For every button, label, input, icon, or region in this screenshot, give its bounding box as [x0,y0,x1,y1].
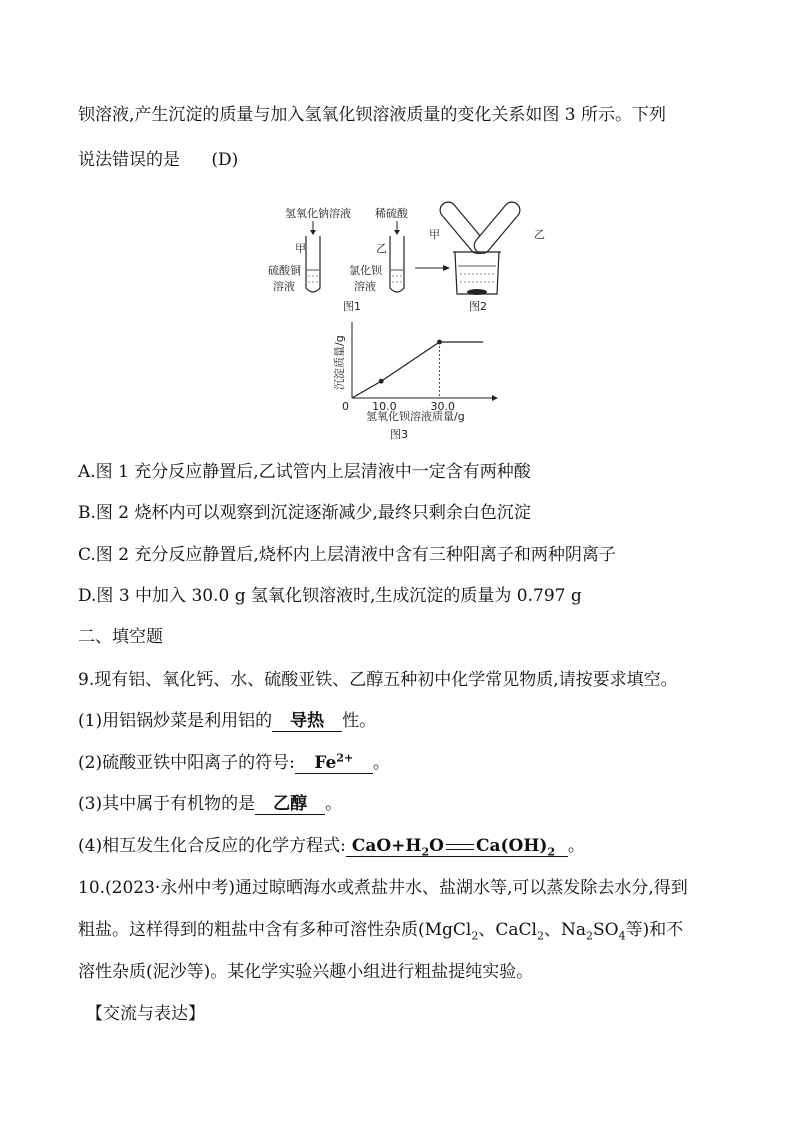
fig2-tube-left-label: 甲 [429,228,440,241]
fig1-tube-b-reagent: 稀硫酸 [375,207,408,220]
q9-part2 [78,751,390,775]
q8-line1: 钡溶液,产生沉淀的质量与加入氢氧化钡溶液质量的变化关系如图 3 所示。下列 [78,105,667,125]
q9-part3-post: 。 [325,794,343,814]
option-d: D.图 3 中加入 30.0 g 氢氧化钡溶液时,生成沉淀的质量为 0.797 g [78,586,582,606]
q10-line2-c: 、Na [543,920,586,940]
chart-y-label: 沉淀质量/g [333,335,346,390]
q9-part2-pre: (2)硫酸亚铁中阳离子的符号: [78,753,295,773]
q9-stem: 9.现有铝、氧化钙、水、硫酸亚铁、乙醇五种初中化学常见物质,请按要求填空。 [78,670,678,690]
q9-part1-post: 性。 [342,711,377,731]
q9-part2-blank [295,753,373,774]
q9-eq-double-line [446,844,474,850]
q8-line2 [78,148,238,172]
q10-line2 [78,918,683,942]
fig1-tube-a-solution-1: 硫酸铜 [268,264,301,277]
fig1-tube-b-solution-2: 溶液 [354,280,376,293]
q10-line2-b: 、CaCl [478,920,537,940]
fig1-tube-b-solution-1: 氯化钡 [349,264,382,277]
q9-part3-blank [255,794,325,815]
q9-part1-pre: (1)用铝锅炒菜是利用铝的 [78,711,273,731]
figure-3-chart [300,322,500,444]
q8-line2-text: 说法错误的是 [78,150,180,170]
q9-eq-left-b: O [429,836,444,856]
q10-sub-1: 2 [471,929,479,943]
q10-section-heading: 【交流与表达】 [86,1004,205,1024]
q10-line3: 溶性杂质(泥沙等)。某化学实验兴趣小组进行粗盐提纯实验。 [78,962,534,982]
q9-part2-answer: Fe [314,753,337,773]
chart-x-label: 氢氧化钡溶液质量/g [366,410,465,423]
fig3-caption: 图3 [390,428,408,441]
q9-part3-answer: 乙醇 [273,794,308,814]
q10-line2-a: 粗盐。这样得到的粗盐中含有多种可溶性杂质(MgCl [78,920,472,940]
fig1-caption: 图1 [343,300,361,313]
q10-sub-2: 2 [536,929,544,943]
q9-part1-answer: 导热 [290,711,325,731]
figure-1-2 [255,190,555,320]
fig1-tube-a-solution-2: 溶液 [273,280,295,293]
q9-eq-right-a: Ca(OH) [475,836,548,856]
q9-part1-blank [272,711,342,732]
fig2-caption: 图2 [469,300,487,313]
q10-line1: 10.(2023·永州中考)通过晾晒海水或煮盐井水、盐湖水等,可以蒸发除去水分,得到 [78,878,688,898]
q9-part2-post: 。 [372,753,390,773]
fig1-tube-a-reagent: 氢氧化钠溶液 [285,207,351,220]
q8-answer: (D) [211,150,239,170]
option-c: C.图 2 充分反应静置后,烧杯内上层清液中含有三种阳离子和两种阴离子 [78,545,616,565]
q9-part4 [78,834,585,858]
q9-part2-answer-sup: 2+ [336,751,354,765]
q9-part3-pre: (3)其中属于有机物的是 [78,794,256,814]
q9-eq-left-sub: 2 [421,845,430,859]
q9-eq-right-sub: 2 [547,845,556,859]
chart-x-tick-label: 0 [342,400,349,413]
q9-part4-post: 。 [567,836,585,856]
option-b: B.图 2 烧杯内可以观察到沉淀逐渐减少,最终只剩余白色沉淀 [78,503,531,523]
chart-point-1 [379,379,384,384]
q9-part4-blank [346,836,568,857]
fig1-tube-a-label: 甲 [295,242,306,255]
q10-line2-e: 等)和不 [625,920,684,940]
q9-eq-left-a: CaO+H [351,836,422,856]
chart-x-tick-label: 10.0 [372,400,397,413]
q9-part4-pre: (4)相互发生化合反应的化学方程式: [78,836,346,856]
section-2-title: 二、填空题 [78,627,163,647]
q9-part3 [78,792,342,816]
q10-sub-4: 4 [618,929,626,943]
chart-series-line [352,342,483,398]
q10-line2-d: SO [592,920,619,940]
fig2-tube-right [471,199,523,257]
fig2-tube-right-label: 乙 [534,228,545,241]
q9-part1 [78,709,376,733]
q10-sub-3: 2 [585,929,593,943]
fig1-tube-b-label: 乙 [376,242,387,255]
option-a: A.图 1 充分反应静置后,乙试管内上层清液中一定含有两种酸 [78,462,531,482]
chart-x-axis-arrow [492,395,498,401]
chart-x-tick-label: 30.0 [430,400,455,413]
